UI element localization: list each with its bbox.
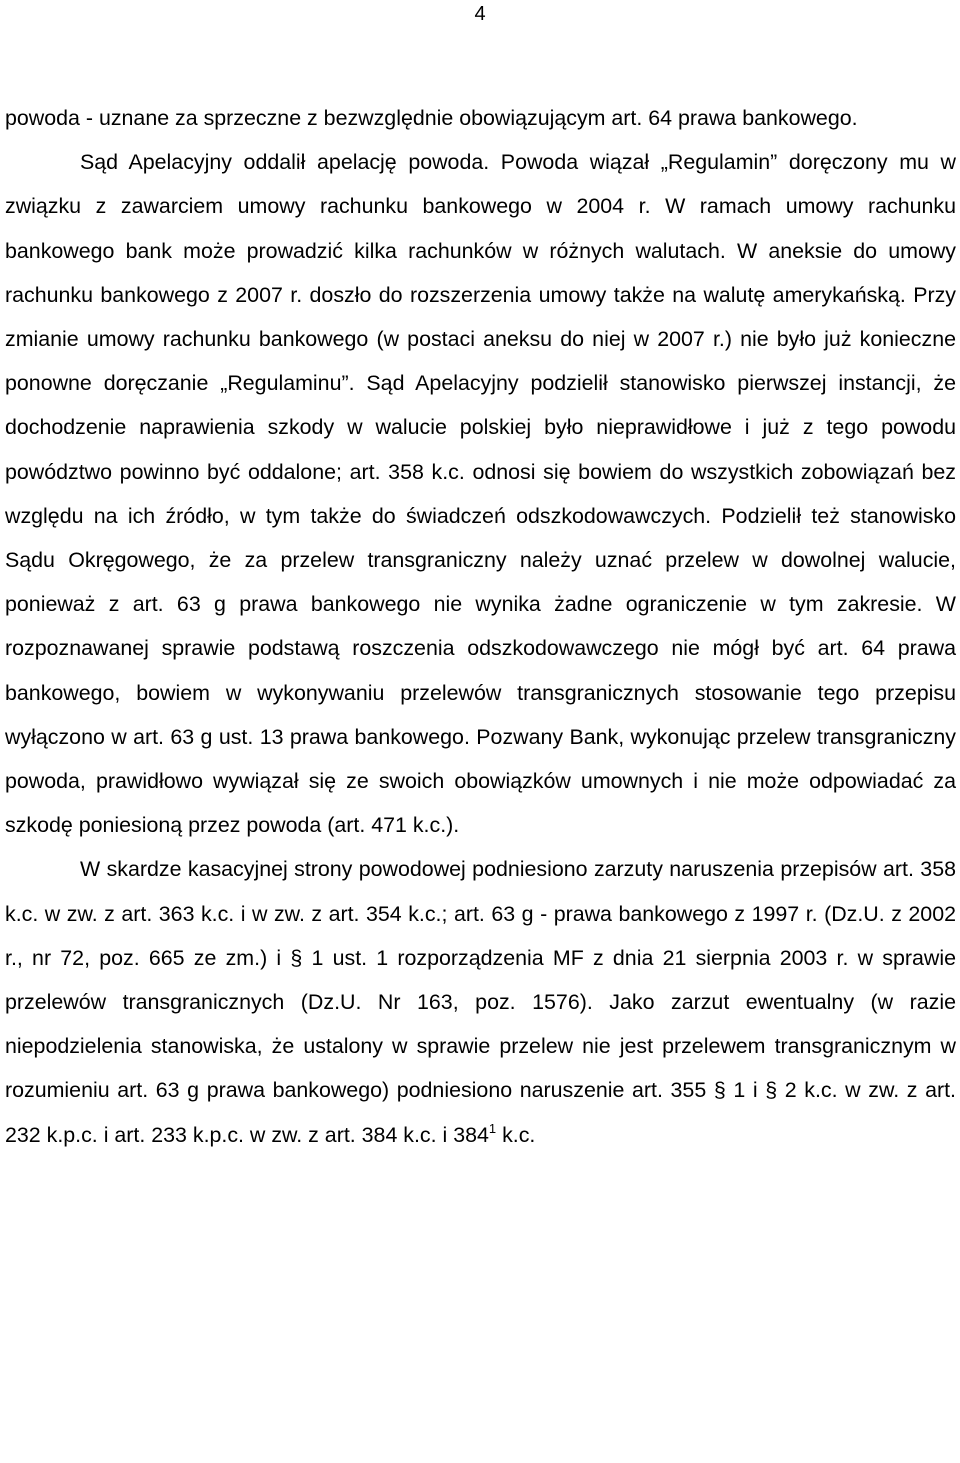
page-number: 4 — [474, 3, 486, 25]
paragraph-3-tail: k.c. — [496, 1122, 536, 1147]
paragraph-3 — [5, 847, 956, 1156]
document-body — [5, 96, 956, 1157]
superscript-1: 1 — [488, 1120, 497, 1136]
paragraph-2: Sąd Apelacyjny oddalił apelację powoda. Powoda wiązał „Regulamin” doręczony mu w związku z zawarciem umowy rachunku bankowego w 2004 r. W ramach umowy rachunku bankowego bank może prowadzić kilka rachunków w różnych walutach. W aneksie do umowy rachunku bankowego z 2007 r. doszło do rozszerzenia umowy także na walutę amerykańską. Przy zmianie umowy rachunku bankowego (w postaci aneksu do niej w 2007 r.) nie było już konieczne ponowne doręczanie „Regulaminu”. Sąd Apelacyjny podzielił stanowisko pierwszej instancji, że dochodzenie naprawienia szkody w walucie polskiej było nieprawidłowe i już z tego powodu powództwo powinno być oddalone; art. 358 k.c. odnosi się bowiem do wszystkich zobowiązań bez względu na ich źródło, w tym także do świadczeń odszkodowawczych. Podzielił też stanowisko Sądu Okręgowego, że za przelew transgraniczny należy uznać przelew w dowolnej walucie, ponieważ z art. 63 g prawa bankowego nie wynika żadne ograniczenie w tym zakresie. W rozpoznawanej sprawie podstawą roszczenia odszkodowawczego nie mógł być art. 64 prawa bankowego, bowiem w wykonywaniu przelewów transgranicznych stosowanie tego przepisu wyłączono w art. 63 g ust. 13 prawa bankowego. Pozwany Bank, wykonując przelew transgraniczny powoda, prawidłowo wywiązał się ze swoich obowiązków umownych i nie może odpowiadać za szkodę poniesioną przez powoda (art. 471 k.c.). — [5, 150, 956, 838]
paragraph-3-text: W skardze kasacyjnej strony powodowej podniesiono zarzuty naruszenia przepisów art. 358 k.c. w zw. z art. 363 k.c. i w zw. z art. 354 k.c.; art. 63 g - prawa bankowego z 1997 r. (Dz.U. z 2002 r., nr 72, poz. 665 ze zm.) i § 1 ust. 1 rozporządzenia MF z dnia 21 sierpnia 2003 r. w sprawie przelewów transgranicznych (Dz.U. Nr 163, poz. 1576). Jako zarzut ewentualny (w razie niepodzielenia stanowiska, że ustalony w sprawie przelew nie jest przelewem transgranicznym w rozumieniu art. 63 g prawa bankowego) podniesiono naruszenie art. 355 § 1 i § 2 k.c. w zw. z art. 232 k.p.c. i art. 233 k.p.c. w zw. z art. 384 k.c. i 384 — [5, 857, 956, 1147]
paragraph-1: powoda - uznane za sprzeczne z bezwzględnie obowiązującym art. 64 prawa bankowego. — [5, 106, 858, 130]
